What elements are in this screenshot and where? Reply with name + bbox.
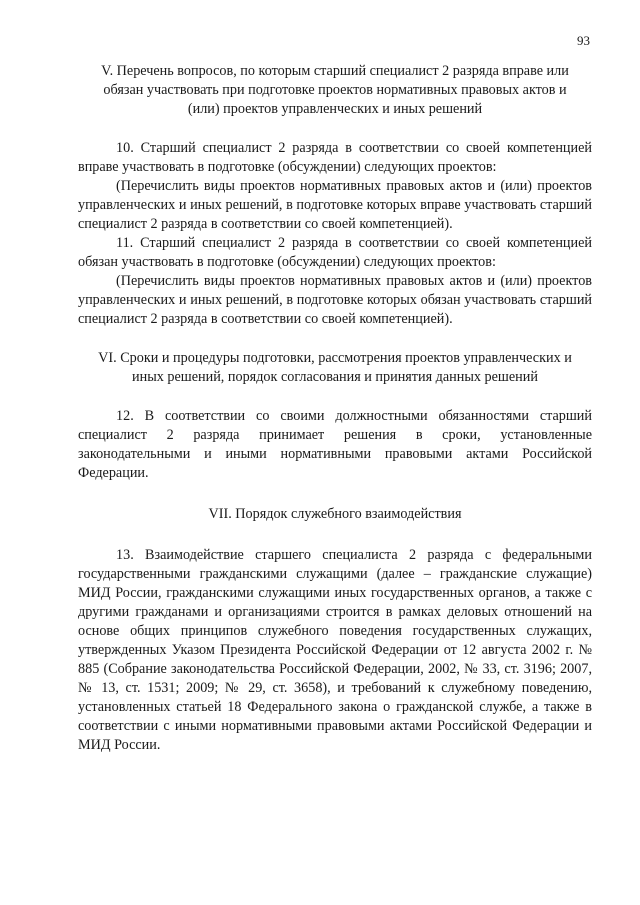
paragraph-10-detail: (Перечислить виды проектов нормативных правовых актов и (или) проектов управленческих и иных решений, в подготовке которых вправе участвовать старший специалист 2 разряда в соответствии со своей компетенцией). [78, 178, 592, 232]
paragraph-12: 12. В соответствии со своими должностными обязанностями старший специалист 2 разряда принимает решения в сроки, установленные законодательными и иными нормативными правовыми актами Российской Федерации. [78, 408, 592, 481]
document-body [78, 60, 592, 755]
paragraph-11: 11. Старший специалист 2 разряда в соответствии со своей компетенцией обязан участвовать в подготовке (обсуждении) следующих проектов: [78, 235, 592, 270]
section-6-heading: VI. Сроки и процедуры подготовки, рассмотрения проектов управленческих и иных решений, порядок согласования и принятия данных решений [98, 350, 572, 385]
paragraph-11-detail: (Перечислить виды проектов нормативных правовых актов и (или) проектов управленческих и иных решений, в подготовке которых обязан участвовать старший специалист 2 разряда в соответствии со своей компетенцией). [78, 273, 592, 327]
paragraph-10: 10. Старший специалист 2 разряда в соответствии со своей компетенцией вправе участвовать в подготовке (обсуждении) следующих проектов: [78, 140, 592, 175]
section-5-heading: V. Перечень вопросов, по которым старший специалист 2 разряда вправе или обязан участвовать при подготовке проектов нормативных правовых актов и (или) проектов управленческих и иных решений [101, 63, 569, 117]
section-7-heading: VII. Порядок служебного взаимодействия [208, 506, 462, 522]
paragraph-13: 13. Взаимодействие старшего специалиста 2 разряда с федеральными государственными гражданскими служащими (далее – гражданские служащие) МИД России, гражданскими служащими иных государственных органов, а также с другими гражданами и организациями строится в рамках деловых отношений на основе общих принципов служебного поведения государственных служащих, утвержденных Указом Президента Российской Федерации от 12 августа 2002 г. № 885 (Собрание законодательства Российской Федерации, 2002, № 33, ст. 3196; 2007, № 13, ст. 1531; 2009; № 29, ст. 3658), и требований к служебному поведению, установленных статьей 18 Федерального закона о гражданской службе, а также в соответствии с иными нормативными правовыми актами Российской Федерации и МИД России. [78, 547, 592, 753]
page-number: 93 [577, 33, 590, 48]
